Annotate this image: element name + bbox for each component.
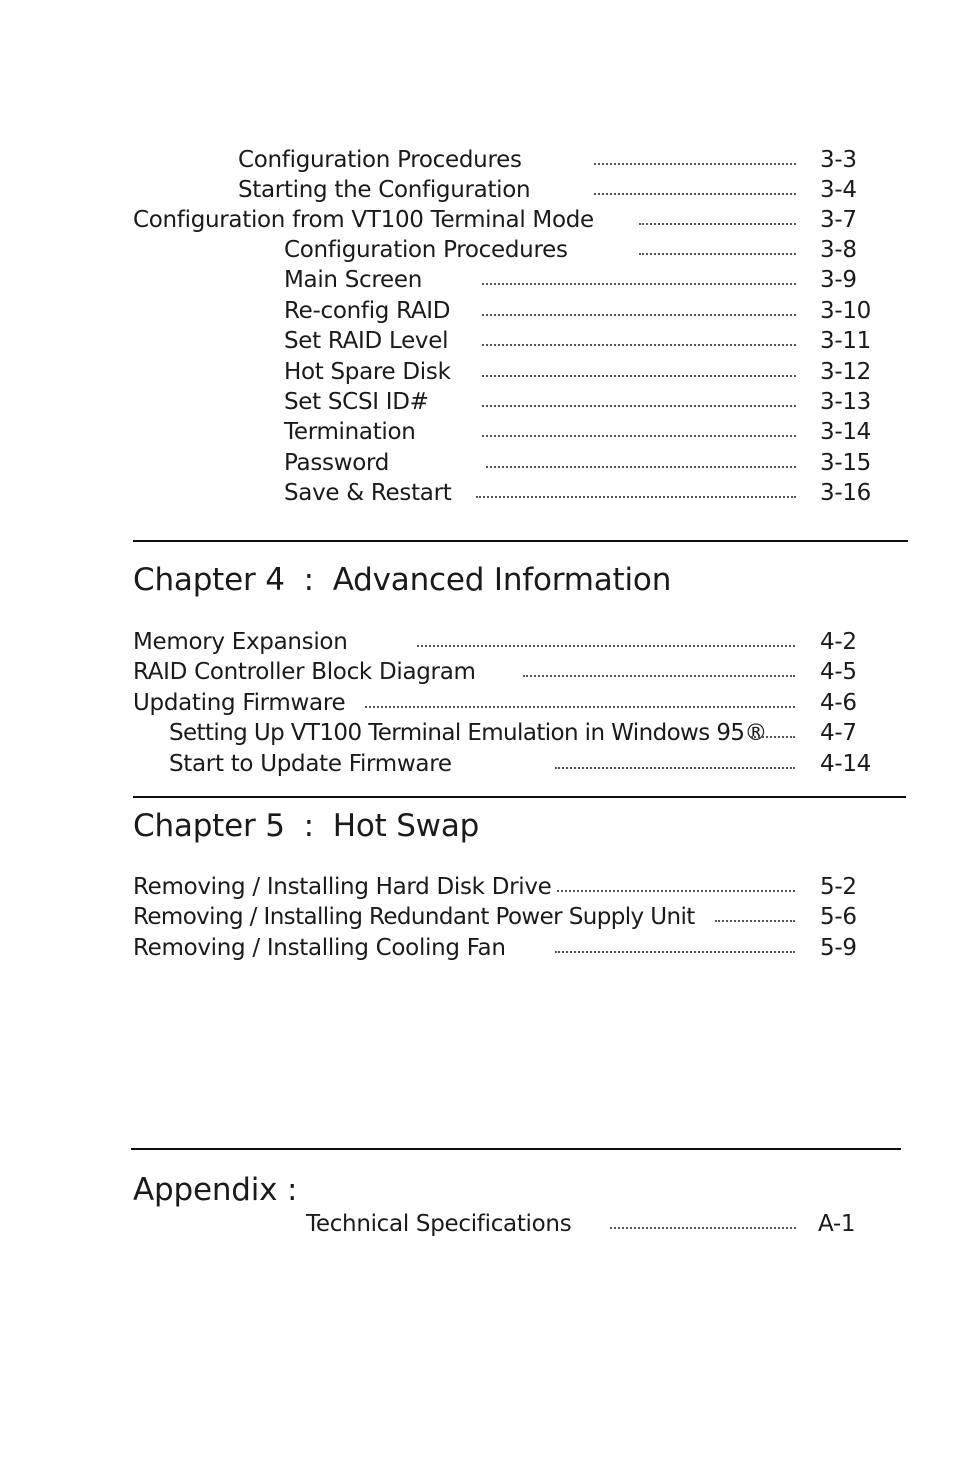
toc-entry (133, 934, 878, 962)
toc-page-number: 4-6 (820, 690, 857, 716)
toc-entry (238, 146, 878, 174)
toc-page-number: 3-13 (820, 389, 871, 415)
chapter-separator: : (303, 808, 314, 844)
chapter-number: Chapter 4 (133, 562, 285, 598)
toc-leader-dots (523, 675, 795, 677)
toc-entry (133, 628, 878, 656)
toc-leader-dots (482, 283, 796, 285)
appendix-heading: Appendix : (133, 1172, 298, 1208)
toc-entry (284, 266, 878, 294)
toc-leader-dots (482, 435, 796, 437)
toc-entry-label: Set RAID Level (284, 328, 449, 354)
toc-entry (133, 206, 878, 234)
toc-leader-dots (715, 920, 795, 922)
toc-entry-label: Set SCSI ID# (284, 389, 429, 415)
toc-entry-label: Memory Expansion (133, 629, 348, 655)
toc-page-number: 5-2 (820, 874, 857, 900)
toc-entry (169, 719, 878, 747)
toc-entry-label: Starting the Configuration (238, 177, 531, 203)
toc-entry-label: Updating Firmware (133, 690, 346, 716)
toc-entry (284, 236, 878, 264)
toc-entry (133, 873, 878, 901)
toc-page-number: 3-8 (820, 237, 857, 263)
toc-leader-dots (417, 645, 795, 647)
toc-page-number: 3-3 (820, 147, 857, 173)
toc-entry (169, 750, 878, 778)
toc-entry (284, 388, 878, 416)
toc-leader-dots (594, 163, 796, 165)
toc-page-number: 3-11 (820, 328, 871, 354)
toc-entry-label: Configuration from VT100 Terminal Mode (133, 207, 594, 233)
toc-entry (306, 1210, 878, 1238)
toc-page-number: 3-16 (820, 480, 871, 506)
toc-entry (133, 903, 878, 931)
toc-page-number: 3-7 (820, 207, 857, 233)
section-divider (131, 1148, 901, 1150)
toc-leader-dots (482, 314, 796, 316)
toc-leader-dots (482, 344, 796, 346)
toc-page-number: 3-9 (820, 267, 857, 293)
toc-entry-label: Removing / Installing Cooling Fan (133, 935, 506, 961)
toc-leader-dots (555, 951, 795, 953)
toc-leader-dots (482, 405, 796, 407)
toc-leader-dots (557, 890, 795, 892)
toc-entry-label: Termination (284, 419, 416, 445)
toc-entry (284, 449, 878, 477)
toc-entry-label: Setting Up VT100 Terminal Emulation in Windows 95® (169, 720, 767, 746)
toc-entry-label: Removing / Installing Hard Disk Drive (133, 874, 552, 900)
toc-entry-label: Removing / Installing Redundant Power Supply Unit (133, 904, 695, 930)
toc-leader-dots (751, 736, 795, 738)
toc-entry-label: Main Screen (284, 267, 422, 293)
toc-leader-dots (365, 706, 795, 708)
toc-leader-dots (476, 496, 796, 498)
chapter-title: Hot Swap (332, 808, 480, 844)
toc-entry-label: Save & Restart (284, 480, 452, 506)
toc-page-number: A-1 (818, 1211, 856, 1237)
toc-page-number: 3-4 (820, 177, 857, 203)
toc-entry (284, 327, 878, 355)
chapter-number: Chapter 5 (133, 808, 285, 844)
toc-page-number: 4-2 (820, 629, 857, 655)
toc-entry (133, 689, 878, 717)
chapter-separator: : (303, 562, 314, 598)
toc-entry (284, 297, 878, 325)
toc-page-number: 5-6 (820, 904, 857, 930)
toc-page-number: 3-12 (820, 359, 871, 385)
section-divider (133, 796, 906, 798)
toc-entry-label: Configuration Procedures (238, 147, 522, 173)
toc-leader-dots (555, 767, 795, 769)
toc-leader-dots (639, 223, 796, 225)
toc-entry (133, 658, 878, 686)
toc-entry (284, 418, 878, 446)
toc-entry-label: Hot Spare Disk (284, 359, 451, 385)
chapter-title: Advanced Information (332, 562, 672, 598)
section-divider (133, 540, 908, 542)
toc-page-number: 3-10 (820, 298, 871, 324)
toc-entry-label: Re-config RAID (284, 298, 451, 324)
toc-entry (284, 479, 878, 507)
toc-page-number: 4-14 (820, 751, 871, 777)
toc-entry-label: Configuration Procedures (284, 237, 568, 263)
toc-leader-dots (482, 375, 796, 377)
toc-page-number: 3-15 (820, 450, 871, 476)
toc-leader-dots (639, 253, 796, 255)
toc-entry-label: Technical Specifications (306, 1211, 572, 1237)
toc-page-number: 3-14 (820, 419, 871, 445)
toc-leader-dots (594, 193, 796, 195)
toc-entry (238, 176, 878, 204)
chapter-heading (133, 808, 479, 844)
toc-page-number: 4-5 (820, 659, 857, 685)
toc-entry-label: Password (284, 450, 390, 476)
toc-page-number: 4-7 (820, 720, 857, 746)
toc-entry-label: Start to Update Firmware (169, 751, 452, 777)
toc-leader-dots (486, 466, 796, 468)
toc-entry-label: RAID Controller Block Diagram (133, 659, 476, 685)
toc-entry (284, 358, 878, 386)
toc-page-number: 5-9 (820, 935, 857, 961)
chapter-heading (133, 562, 671, 598)
toc-leader-dots (610, 1227, 796, 1229)
